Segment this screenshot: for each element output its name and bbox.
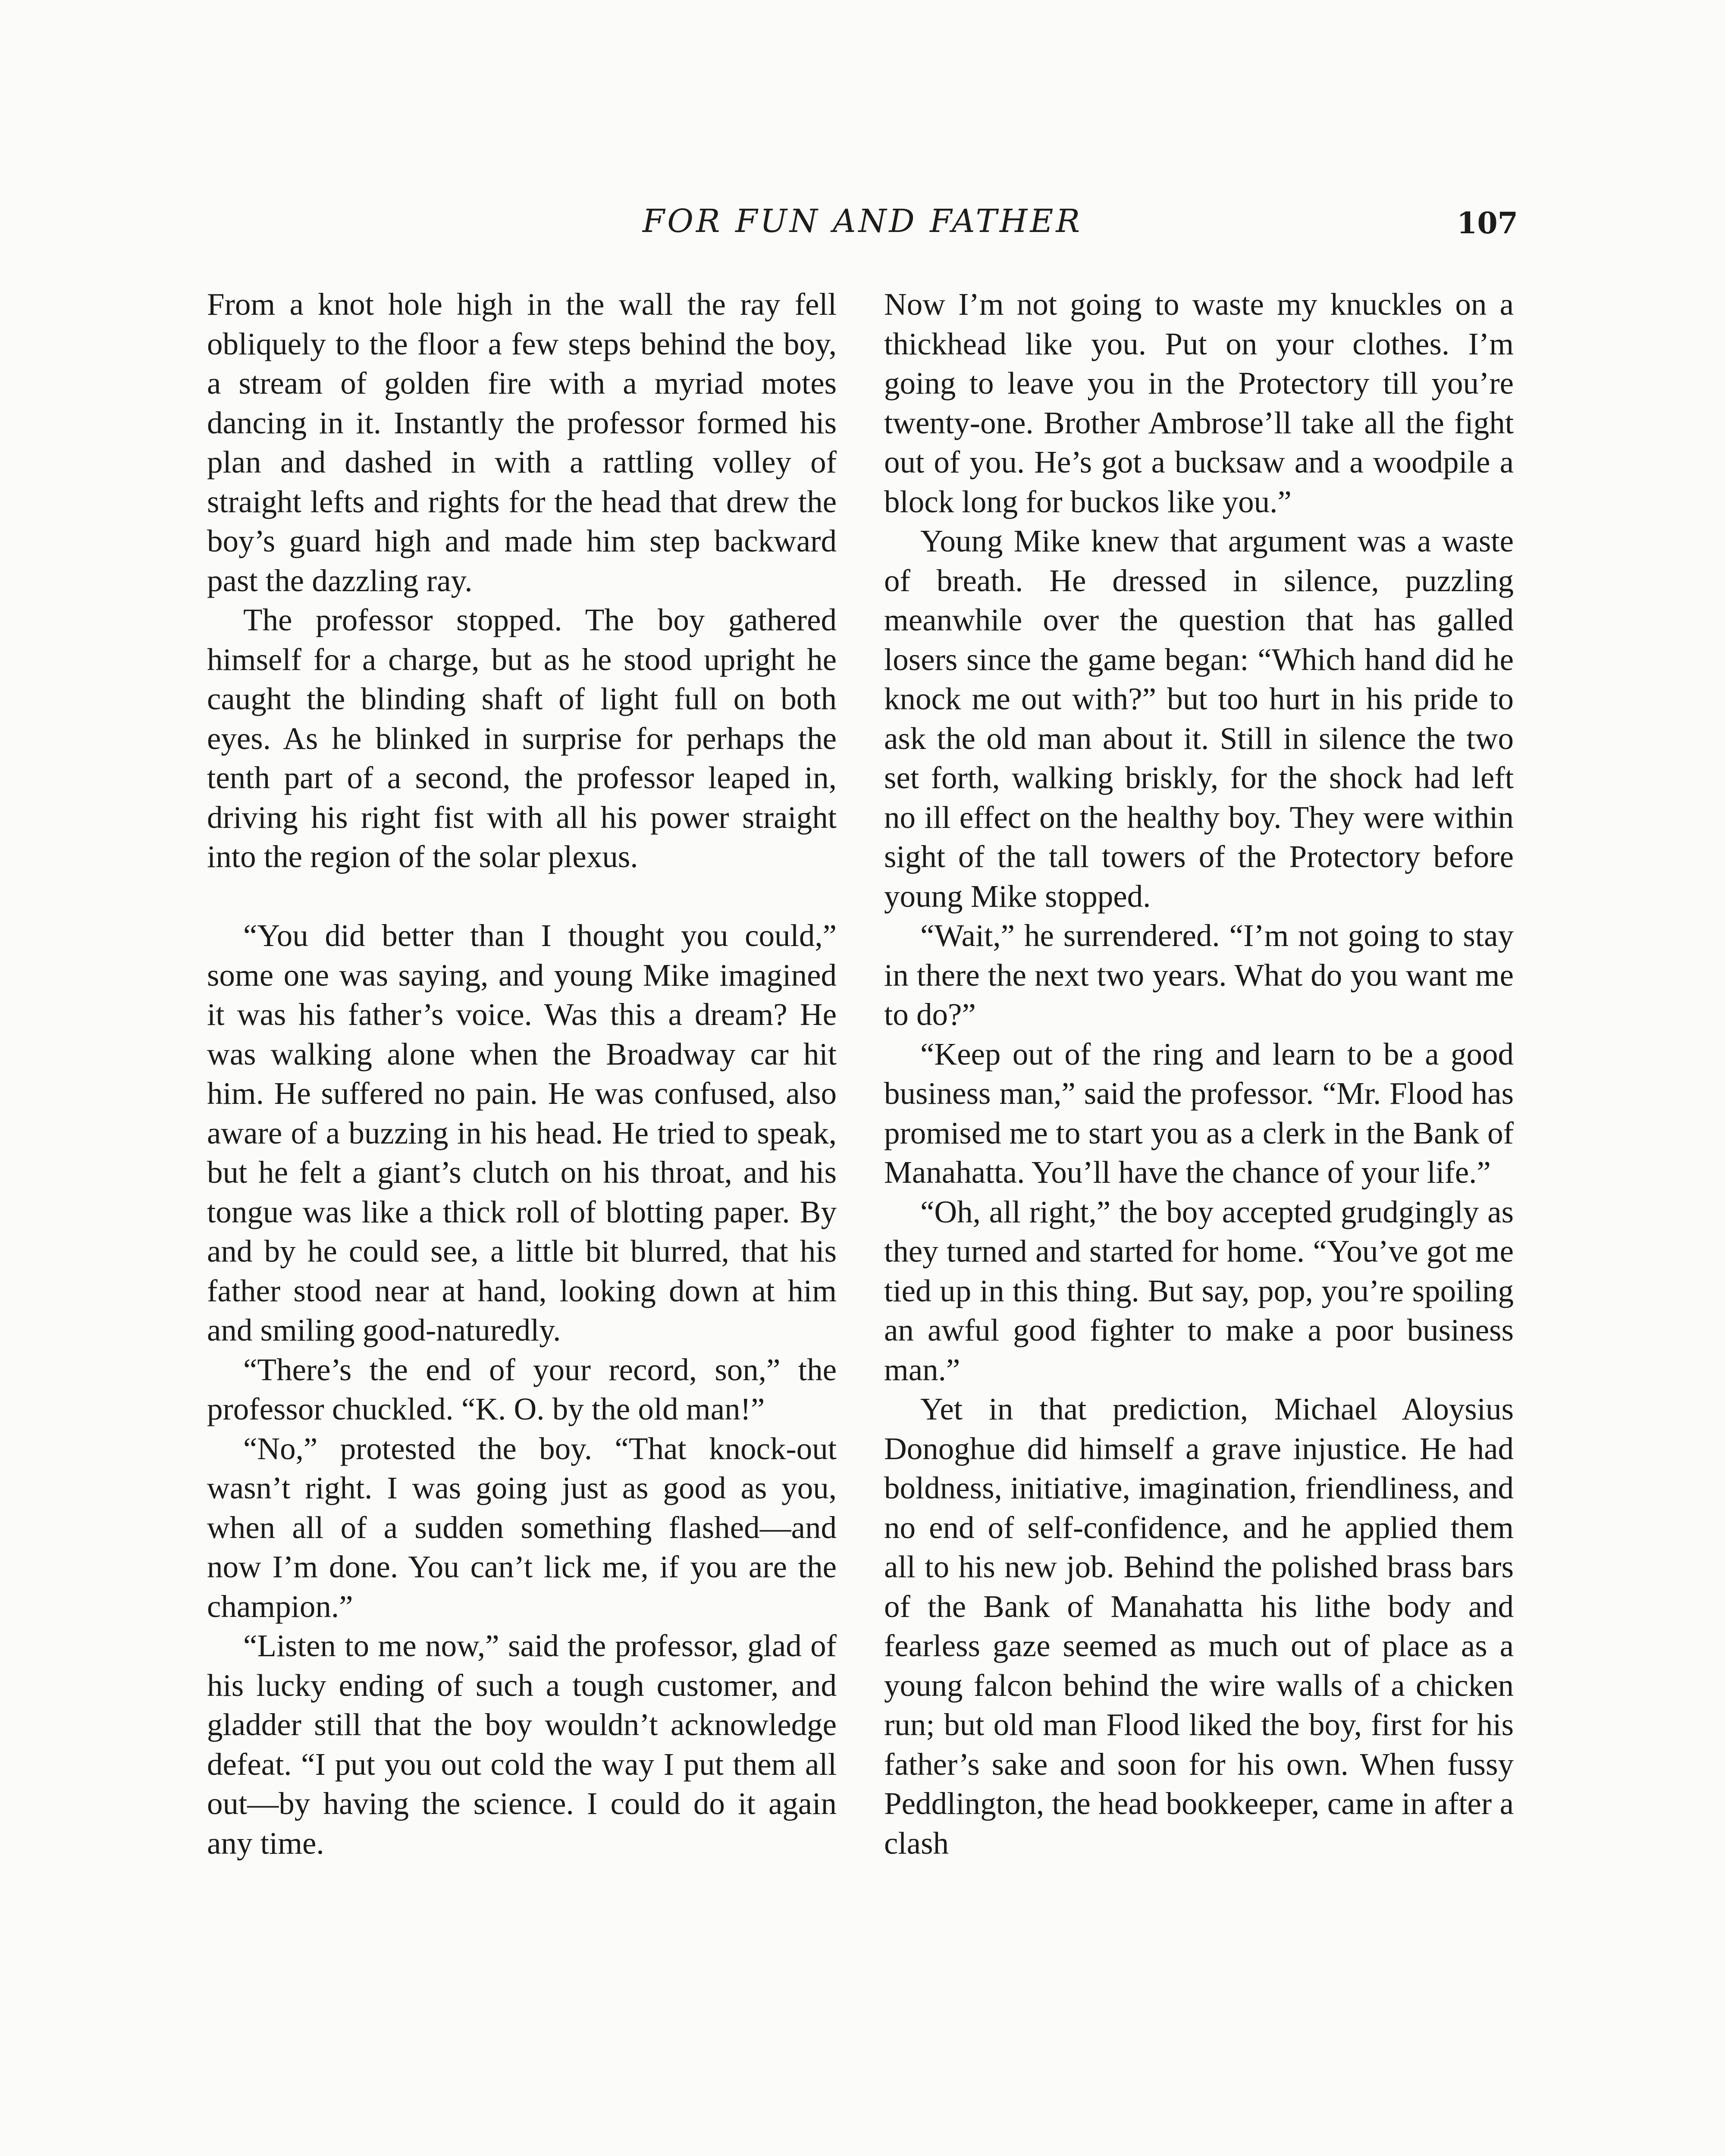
left-text-column [207, 285, 837, 1863]
right-text-column [884, 285, 1514, 1863]
paragraph: “There’s the end of your record, son,” the professor chuckled. “K. O. by the old man!” [207, 1352, 837, 1426]
paragraph: Yet in that prediction, Michael Aloysius Donoghue did himself a grave injustice. He had boldness, initiative, imagination, friendliness, and no end of self-confidence, and he applied them all to his new job. Behind the polished brass bars of the Bank of Manahatta his lithe body and fearless gaze seemed as much out of place as a young falcon behind the wire walls of a chicken run; but old man Flood liked the boy, first for his father’s sake and soon for his own. When fussy Peddlington, the head bookkeeper, came in after a clash [884, 1391, 1514, 1861]
paragraph: From a knot hole high in the wall the ray fell obliquely to the floor a few steps behind the boy, a stream of golden fire with a myriad motes dancing in it. Instantly the professor formed his plan and dashed in with a rattling volley of straight lefts and rights for the head that drew the boy’s guard high and made him step backward past the dazzling ray. [207, 287, 837, 598]
paragraph: “Listen to me now,” said the professor, glad of his lucky ending of such a tough customer, and gladder still that the boy wouldn’t acknowledge defeat. “I put you out cold the way I put them all out—by having the science. I could do it again any time. [207, 1628, 837, 1861]
page-number: 107 [1457, 206, 1518, 241]
running-title: FOR FUN AND FATHER [642, 203, 1083, 240]
paragraph: Young Mike knew that argument was a waste of breath. He dressed in silence, puzzling meanwhile over the question that has galled losers since the game began: “Which hand did he knock me out with?” but too hurt in his pride to ask the old man about it. Still in silence the two set forth, walking briskly, for the shock had left no ill effect on the healthy boy. They were within sight of the tall towers of the Protectory before young Mike stopped. [884, 523, 1514, 914]
paragraph: Now I’m not going to waste my knuckles on a thickhead like you. Put on your clothes. I’m going to leave you in the Protectory till you’re twenty-one. Brother Ambrose’ll take all the fight out of you. He’s got a bucksaw and a woodpile a block long for buckos like you.” [884, 287, 1514, 519]
paragraph: “Wait,” he surrendered. “I’m not going to stay in there the next two years. What do you want me to do?” [884, 918, 1514, 1032]
paragraph: “You did better than I thought you could,” some one was saying, and young Mike imagined it was his father’s voice. Was this a dream? He was walking alone when the Broadway car hit him. He suffered no pain. He was confused, also aware of a buzzing in his head. He tried to speak, but he felt a giant’s clutch on his throat, and his tongue was like a thick roll of blotting paper. By and by he could see, a little bit blurred, that his father stood near at hand, looking down at him and smiling good-naturedly. [207, 918, 837, 1348]
paragraph: “Oh, all right,” the boy accepted grudgingly as they turned and started for home. “You’ve got me tied up in this thing. But say, pop, you’re spoiling an awful good fighter to make a poor business man.” [884, 1194, 1514, 1387]
paragraph: The professor stopped. The boy gathered himself for a charge, but as he stood upright he caught the blinding shaft of light full on both eyes. As he blinked in surprise for perhaps the tenth part of a second, the professor leaped in, driving his right fist with all his power straight into the region of the solar plexus. [207, 602, 837, 874]
paragraph: “No,” protested the boy. “That knock-out wasn’t right. I was going just as good as you, when all of a sudden something flashed—and now I’m done. You can’t lick me, if you are the champion.” [207, 1431, 837, 1624]
paragraph: “Keep out of the ring and learn to be a good business man,” said the professor. “Mr. Flood has promised me to start you as a clerk in the Bank of Manahatta. You’ll have the chance of your life.” [884, 1036, 1514, 1190]
